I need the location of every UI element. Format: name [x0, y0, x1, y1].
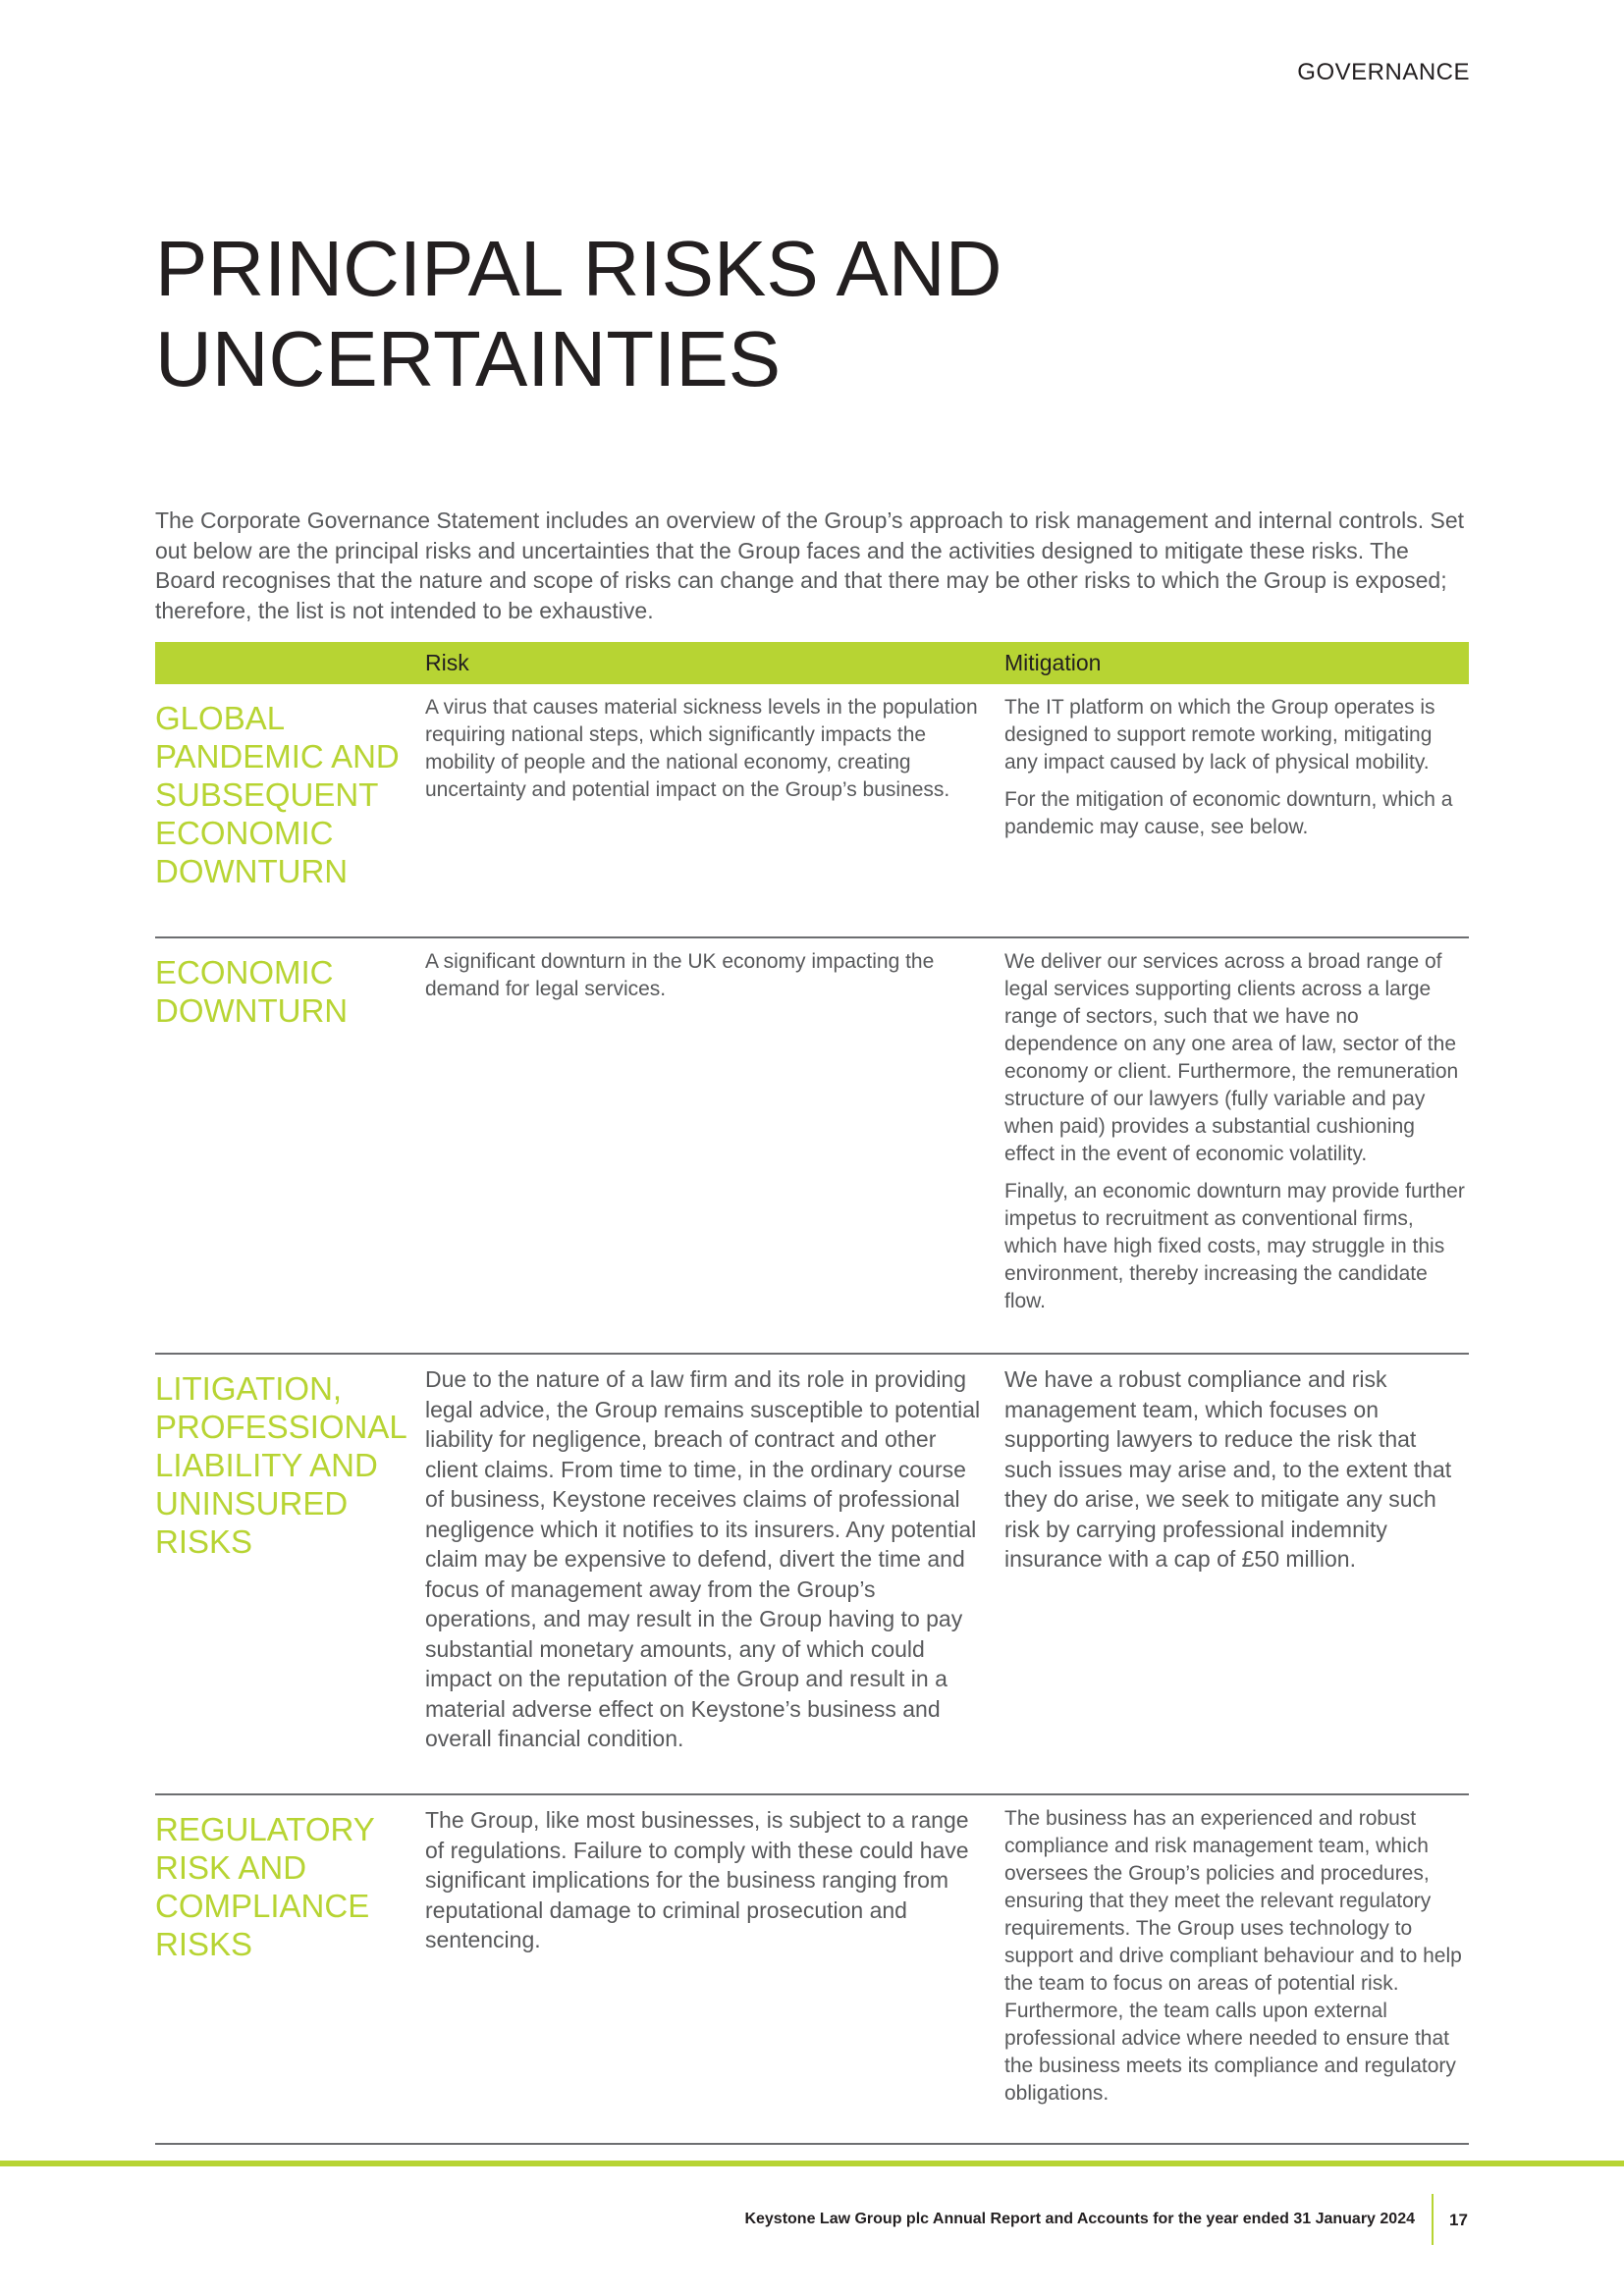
category-line: RISKS [155, 1523, 253, 1560]
page-title-line-1: PRINCIPAL RISKS AND [155, 225, 1002, 312]
mitigation-paragraph: The business has an experienced and robust compliance and risk management team, which oversees the Group’s policies and procedures, ensuring that they meet the relevant regulatory requirements. The Group uses technology to support and drive compliant behaviour and to help the team to focus on areas of potential risk. Furthermore, the team calls upon external professional advice where needed to ensure that the business meets its compliance and regulatory obligations. [1004, 1807, 1462, 2105]
mitigation-description [1004, 1805, 1469, 2143]
mitigation-paragraph: We have a robust compliance and risk management team, which focuses on supporting lawyers to reduce the risk that such issues may arise and, to the extent that they do arise, we seek to mitigate any such risk by carrying professional indemnity insurance with a cap of £50 million. [1004, 1366, 1452, 1572]
risk-category [155, 694, 425, 936]
footer-rule [0, 2161, 1624, 2166]
header-risk: Risk [425, 650, 469, 675]
category-line: ECONOMIC [155, 954, 334, 990]
mitigation-description [1004, 694, 1469, 936]
page-title-line-2: UNCERTAINTIES [155, 315, 782, 402]
mitigation-description [1004, 948, 1469, 1353]
category-line: RISKS [155, 1926, 253, 1962]
category-line: PANDEMIC AND [155, 738, 400, 774]
risk-paragraph: A significant downturn in the UK economy impacting the demand for legal services. [425, 950, 935, 1000]
risk-description [425, 1805, 1004, 2143]
page-title [155, 224, 1235, 404]
risk-description [425, 1364, 1004, 1793]
risk-table [155, 642, 1469, 2145]
table-header [155, 642, 1469, 684]
risk-category [155, 948, 425, 1353]
mitigation-description [1004, 1364, 1469, 1793]
footer-report-title: Keystone Law Group plc Annual Report and Accounts for the year ended 31 January 2024 [744, 2211, 1415, 2227]
category-line: LIABILITY AND [155, 1447, 378, 1483]
risk-description [425, 694, 1004, 936]
category-line: PROFESSIONAL [155, 1409, 407, 1445]
intro-paragraph: The Corporate Governance Statement includes an overview of the Group’s approach to risk management and internal controls. Set out below are the principal risks and uncertainties that the Group faces and the activities designed to mitigate these risks. The Board recognises that the nature and scope of risks can change and that there may be other risks to which the Group is exposed; therefore, the list is not intended to be exhaustive. [155, 507, 1465, 623]
page-number: 17 [1449, 2211, 1468, 2229]
footer-divider [1432, 2194, 1434, 2245]
category-line: DOWNTURN [155, 853, 349, 889]
mitigation-paragraph: For the mitigation of economic downturn, which a pandemic may cause, see below. [1004, 788, 1453, 838]
risk-paragraph: The Group, like most businesses, is subject to a range of regulations. Failure to comply with these could have significant implications for the business ranging from reputational damage to criminal prosecution and sentencing. [425, 1807, 969, 1952]
risk-paragraph: Due to the nature of a law firm and its role in providing legal advice, the Group remains susceptible to potential liability for negligence, breach of contract and other client claims. From time to time, in the ordinary course of business, Keystone receives claims of professional negligence which it notifies to its insurers. Any potential claim may be expensive to defend, divert the time and focus of management away from the Group’s operations, and may result in the Group having to pay substantial monetary amounts, any of which could impact on the reputation of the Group and result in a material adverse effect on Keystone’s business and overall financial condition. [425, 1366, 981, 1751]
category-line: UNINSURED [155, 1485, 349, 1522]
mitigation-paragraph: Finally, an economic downturn may provide further impetus to recruitment as conventional firms, which have high fixed costs, may struggle in this environment, thereby increasing the candidate flow. [1004, 1180, 1465, 1312]
category-line: DOWNTURN [155, 992, 349, 1029]
risk-description [425, 948, 1004, 1353]
category-line: LITIGATION, [155, 1370, 343, 1407]
table-row [155, 1795, 1469, 2145]
table-row [155, 1355, 1469, 1795]
table-row [155, 684, 1469, 938]
category-line: ECONOMIC [155, 815, 334, 851]
risk-category [155, 1364, 425, 1793]
table-row [155, 938, 1469, 1355]
category-line: SUBSEQUENT [155, 776, 379, 813]
category-line: GLOBAL [155, 700, 286, 736]
mitigation-paragraph: We deliver our services across a broad range of legal services supporting clients across a large range of sectors, such that we have no dependence on any one area of law, sector of the economy or client. Furthermore, the remuneration structure of our lawyers (fully variable and pay when paid) provides a substantial cushioning effect in the event of economic volatility. [1004, 950, 1459, 1165]
category-line: COMPLIANCE [155, 1888, 370, 1924]
risk-category [155, 1805, 425, 2143]
risk-paragraph: A virus that causes material sickness levels in the population requiring national steps, which significantly impacts the mobility of people and the national economy, creating uncertainty and potential impact on the Group’s business. [425, 696, 978, 801]
section-label: GOVERNANCE [1297, 59, 1470, 85]
category-line: REGULATORY [155, 1811, 375, 1847]
mitigation-paragraph: The IT platform on which the Group operates is designed to support remote working, mitigating any impact caused by lack of physical mobility. [1004, 696, 1435, 774]
category-line: RISK AND [155, 1849, 307, 1886]
header-mitigation: Mitigation [1004, 650, 1102, 675]
